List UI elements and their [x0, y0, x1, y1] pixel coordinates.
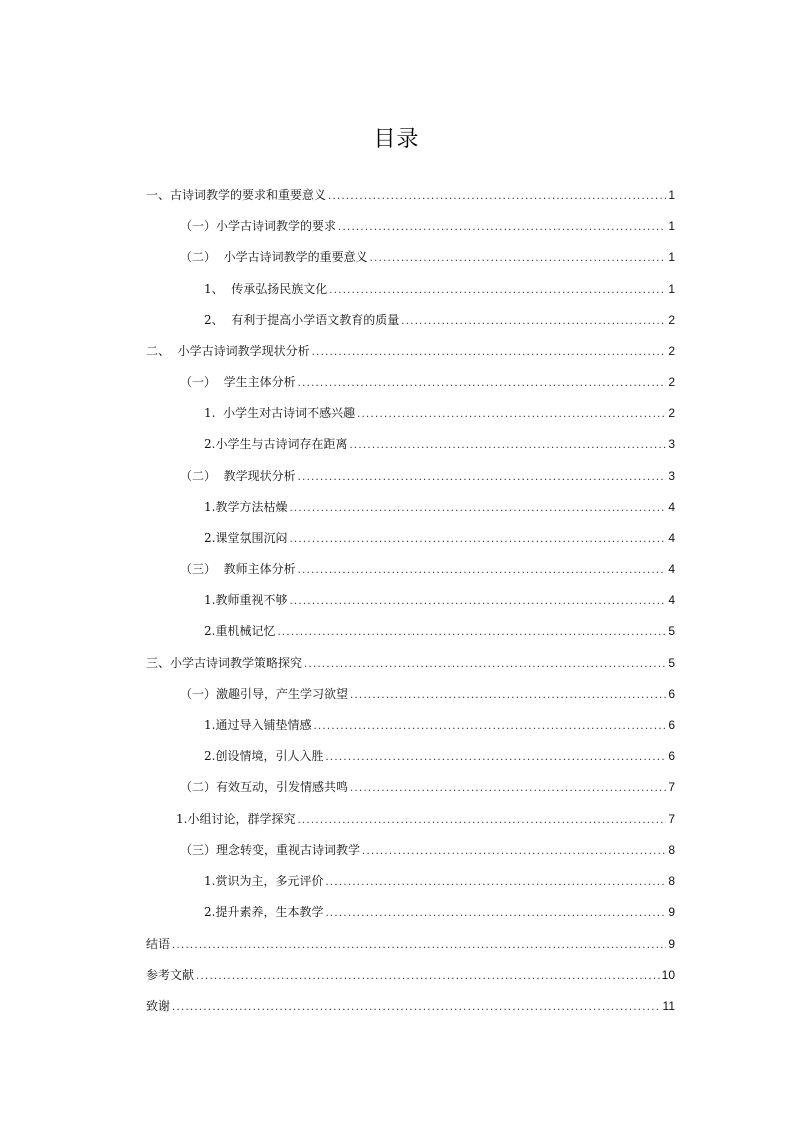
toc-page-number: 2: [668, 313, 675, 327]
toc-entry-3-3-2[interactable]: [204, 903, 675, 921]
toc-entry-text: 2.课堂氛围沉闷: [204, 531, 288, 545]
toc-entry-3-2-1[interactable]: [176, 810, 675, 828]
toc-entry-text: 2.小学生与古诗词存在距离: [204, 437, 348, 451]
toc-page-number: 6: [668, 749, 675, 763]
toc-entry-1[interactable]: [146, 186, 675, 204]
toc-entry-3[interactable]: [146, 654, 675, 672]
toc-entry-text: 2.创设情境，引人入胜: [204, 749, 324, 763]
toc-page-number: 5: [668, 656, 675, 670]
toc-dot-leader: [325, 874, 666, 892]
toc-page-number: 2: [668, 344, 675, 358]
toc-page-number: 4: [668, 531, 675, 545]
toc-entry-1-2-2[interactable]: [204, 311, 675, 329]
toc-entry-text: （二） 小学古诗词教学的重要意义: [180, 250, 368, 264]
toc-dot-leader: [289, 593, 666, 611]
toc-page-number: 2: [668, 406, 675, 420]
toc-entry-text: 1.教师重视不够: [204, 593, 288, 607]
toc-page-number: 1: [668, 250, 675, 264]
toc-entry-2-1-2[interactable]: [204, 435, 675, 453]
toc-entry-3-2[interactable]: [180, 778, 675, 796]
toc-page-number: 2: [668, 375, 675, 389]
toc-dot-leader: [298, 562, 667, 580]
toc-page-number: 3: [668, 437, 675, 451]
toc-entry-text: 2、 有利于提高小学语文教育的质量: [204, 313, 400, 327]
toc-entry-text: 二、 小学古诗词教学现状分析: [146, 344, 310, 358]
toc-entry-text: （二） 教学现状分析: [180, 469, 296, 483]
toc-page-number: 4: [668, 500, 675, 514]
toc-title: 目录: [373, 127, 420, 152]
toc-page-number: 5: [668, 624, 675, 638]
toc-page-number: 10: [661, 968, 675, 982]
toc-page-number: 1: [668, 219, 675, 233]
toc-entry-text: （一） 学生主体分析: [180, 375, 296, 389]
toc-entry-text: 1.教学方法枯燥: [204, 500, 288, 514]
toc-entry-text: （三）理念转变，重视古诗词教学: [180, 843, 361, 857]
toc-dot-leader: [401, 313, 666, 331]
toc-entry-text: （二）有效互动，引发情感共鸣: [180, 780, 349, 794]
toc-dot-leader: [289, 531, 666, 549]
toc-dot-leader: [338, 219, 666, 237]
toc-entry-3-1[interactable]: [180, 685, 675, 703]
toc-entry-text: 致谢: [146, 999, 171, 1013]
toc-entry-2[interactable]: [146, 342, 675, 360]
toc-entry-text: 2.提升素养，生本教学: [204, 905, 324, 919]
toc-page-number: 7: [668, 812, 675, 826]
toc-entry-text: 结语: [146, 937, 171, 951]
toc-entry-1-2-1[interactable]: [204, 280, 675, 298]
toc-page-number: 7: [668, 780, 675, 794]
toc-page-number: 9: [668, 905, 675, 919]
toc-page-number: 4: [668, 562, 675, 576]
toc-entry-conclusion[interactable]: [146, 935, 675, 953]
toc-dot-leader: [313, 718, 666, 736]
toc-entry-2-2-1[interactable]: [204, 498, 675, 516]
toc-entry-text: 1.小组讨论，群学探究: [176, 812, 296, 826]
toc-entry-3-1-2[interactable]: [204, 747, 675, 765]
toc-entry-acknowledgements[interactable]: [146, 997, 675, 1015]
toc-dot-leader: [297, 812, 666, 830]
toc-page-number: 6: [668, 687, 675, 701]
toc-dot-leader: [312, 344, 667, 362]
toc-entry-text: 1、 传承弘扬民族文化: [204, 282, 328, 296]
toc-page-number: 1: [668, 282, 675, 296]
toc-dot-leader: [349, 437, 666, 455]
toc-entry-2-3[interactable]: [180, 560, 675, 578]
toc-dot-leader: [196, 968, 660, 986]
toc-entry-1-1[interactable]: [180, 217, 675, 235]
toc-dot-leader: [329, 282, 666, 300]
toc-entry-2-2-2[interactable]: [204, 529, 675, 547]
toc-entry-3-3-1[interactable]: [204, 872, 675, 890]
toc-dot-leader: [277, 624, 666, 642]
toc-dot-leader: [172, 999, 661, 1017]
toc-entry-text: （一）激趣引导，产生学习欲望: [180, 687, 349, 701]
toc-page-number: 6: [668, 718, 675, 732]
toc-page-number: 4: [668, 593, 675, 607]
toc-dot-leader: [325, 749, 666, 767]
toc-dot-leader: [304, 656, 666, 674]
toc-entry-1-2[interactable]: [180, 248, 675, 266]
toc-entry-text: 1.通过导入铺垫情感: [204, 718, 312, 732]
toc-page-number: 9: [668, 937, 675, 951]
toc-dot-leader: [325, 905, 666, 923]
toc-dot-leader: [350, 780, 666, 798]
toc-page-number: 8: [668, 874, 675, 888]
toc-entry-text: （三） 教师主体分析: [180, 562, 296, 576]
toc-dot-leader: [172, 937, 666, 955]
toc-entry-3-3[interactable]: [180, 841, 675, 859]
toc-entry-text: 三、小学古诗词教学策略探究: [146, 656, 303, 670]
toc-dot-leader: [298, 375, 667, 393]
toc-dot-leader: [350, 687, 666, 705]
toc-entry-text: 1.赏识为主，多元评价: [204, 874, 324, 888]
toc-entry-2-1-1[interactable]: [204, 404, 675, 422]
toc-entry-text: 2.重机械记忆: [204, 624, 276, 638]
toc-page-number: 11: [662, 999, 675, 1013]
toc-entry-text: 参考文献: [146, 968, 195, 982]
toc-entry-2-1[interactable]: [180, 373, 675, 391]
toc-entry-2-3-2[interactable]: [204, 622, 675, 640]
toc-dot-leader: [289, 500, 666, 518]
toc-entry-text: 一、古诗词教学的要求和重要意义: [146, 188, 327, 202]
toc-page-number: 3: [668, 469, 675, 483]
toc-entry-text: 1. 小学生对古诗词不感兴趣: [204, 406, 356, 420]
toc-entry-2-3-1[interactable]: [204, 591, 675, 609]
toc-dot-leader: [370, 250, 667, 268]
toc-page-number: 1: [668, 188, 675, 202]
toc-dot-leader: [362, 843, 666, 861]
toc-dot-leader: [357, 406, 666, 424]
toc-entry-references[interactable]: [146, 966, 675, 984]
toc-entry-text: （一）小学古诗词教学的要求: [180, 219, 337, 233]
toc-dot-leader: [298, 469, 667, 487]
toc-dot-leader: [328, 188, 666, 206]
toc-page-number: 8: [668, 843, 675, 857]
toc-entry-3-1-1[interactable]: [204, 716, 675, 734]
toc-entry-2-2[interactable]: [180, 467, 675, 485]
